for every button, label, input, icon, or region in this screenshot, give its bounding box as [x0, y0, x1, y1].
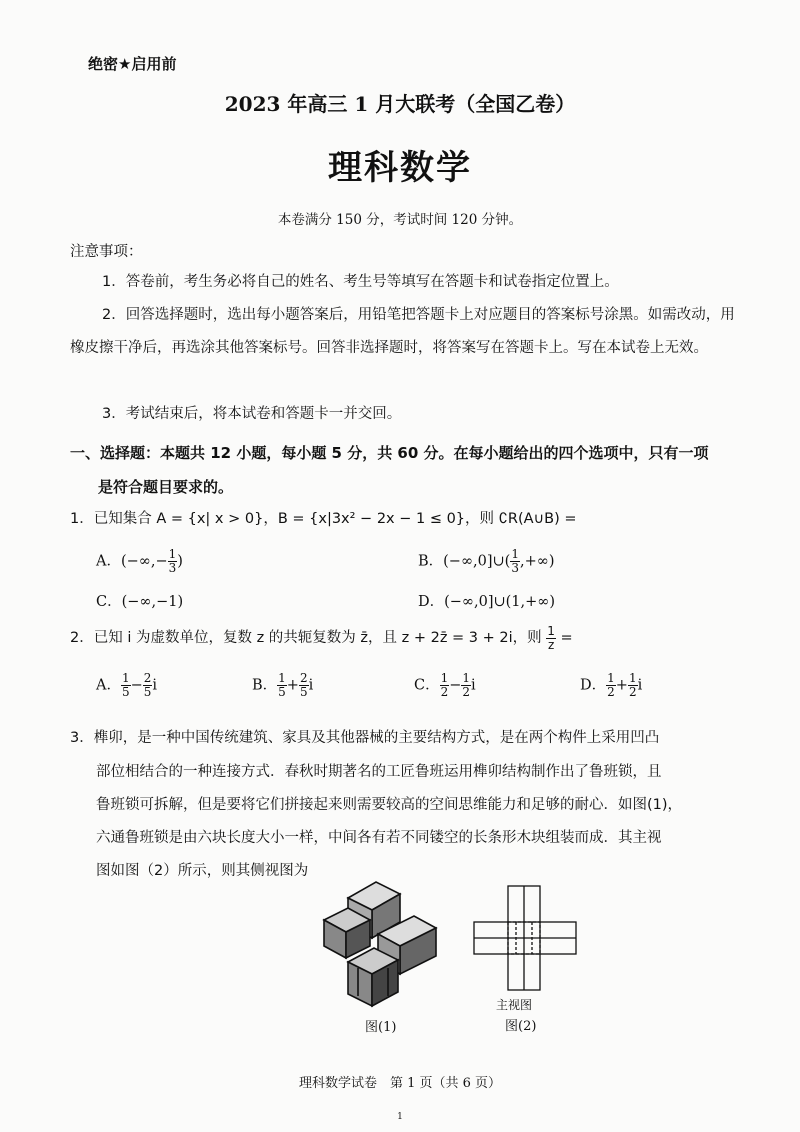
q1-option-c: C．(−∞,−1) — [96, 594, 184, 610]
q2-option-b: B． $\frac{1}{5}$ + $\frac{2}{5}$ i — [252, 671, 314, 699]
luban-lock-figure — [318, 878, 446, 1013]
question-2-stem: 2．已知 i 为虚数单位，复数 z 的共轭复数为 z̄，且 z + 2z̄ = 3 + 2i，则 $\frac{1}{z}$ = — [70, 623, 573, 652]
page-footer: 理科数学试卷 第 1 页（共 6 页） — [298, 1076, 502, 1091]
notice-item-2: 2．回答选择题时，选出每小题答案后，用铅笔把答题卡上对应题目的答案标号涂黑。如需改动，用橡皮擦干净后，再选涂其他答案标号。回答非选择题时，将答案写在答题卡上。写在本试卷上无效。 — [70, 307, 735, 356]
exam-meta: 本卷满分 150 分，考试时间 120 分钟。 — [277, 212, 523, 228]
section-heading-line2: 是符合题目要求的。 — [98, 478, 234, 496]
front-view-figure — [470, 882, 580, 994]
subject-title: 理科数学 — [328, 148, 472, 188]
exam-title: 2023 年高三 1 月大联考（全国乙卷） — [224, 92, 576, 116]
q2-option-c: C． $\frac{1}{2}$ − $\frac{1}{2}$ i — [414, 671, 476, 699]
q1-option-a: A．(−∞,− $\frac{1}{3}$ ) — [96, 547, 183, 575]
question-3-line-2: 部位相结合的一种连接方式．春秋时期著名的工匠鲁班运用榫卯结构制作出了鲁班锁，且 — [96, 764, 662, 780]
question-3-line-5: 图如图（2）所示，则其侧视图为 — [96, 863, 309, 879]
notice-item-1: 1．答卷前，考生务必将自己的姓名、考生号等填写在答题卡和试卷指定位置上。 — [102, 274, 619, 290]
notice-heading: 注意事项： — [70, 244, 143, 260]
q1-option-d: D．(−∞,0]∪(1,+∞) — [418, 594, 556, 610]
section-heading-line1: 一、选择题：本题共 12 小题，每小题 5 分，共 60 分。在每小题给出的四个选项中，只有一项 — [70, 444, 709, 462]
question-3-line-3: 鲁班锁可拆解，但是要将它们拼接起来则需要较高的空间思维能力和足够的耐心．如图(1)， — [96, 797, 683, 813]
q2-option-a: A． $\frac{1}{5}$ − $\frac{2}{5}$ i — [96, 671, 158, 699]
question-1-stem: 1．已知集合 A = {x| x > 0}，B = {x|3x² − 2x − 1 ≤ 0}，则 ∁R(A∪B) = — [70, 511, 577, 527]
question-3-line-4: 六通鲁班锁是由六块长度大小一样，中间各有若不同镂空的长条形木块组装而成．其主视 — [96, 830, 662, 846]
figure-1-caption: 图(1) — [365, 1020, 397, 1035]
notice-item-3: 3．考试结束后，将本试卷和答题卡一并交回。 — [102, 406, 402, 422]
q2-option-d: D． $\frac{1}{2}$ + $\frac{1}{2}$ i — [580, 671, 643, 699]
page-number: 1 — [397, 1112, 403, 1122]
question-3-line-1: 3．榫卯，是一种中国传统建筑、家具及其他器械的主要结构方式，是在两个构件上采用凹凸 — [70, 730, 660, 746]
q1-option-b: B．(−∞,0]∪( $\frac{1}{3}$ ,+∞) — [418, 547, 555, 575]
front-view-label: 主视图 — [496, 998, 533, 1012]
confidential-label: 绝密★启用前 — [88, 55, 177, 73]
figure-2-caption: 图(2) — [505, 1019, 537, 1034]
